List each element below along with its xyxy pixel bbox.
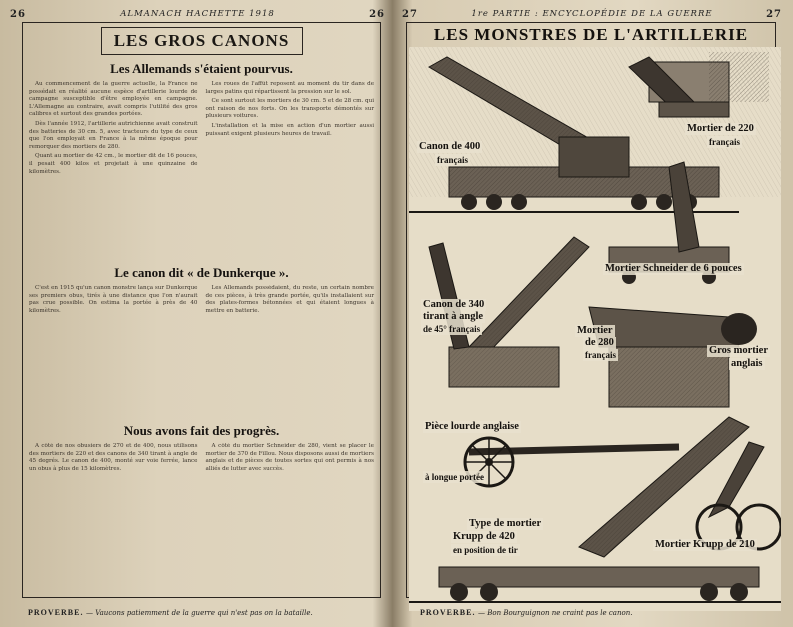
paragraph: A côté du mortier Schneider de 280, vient se placer le mortier de 370 de Fillou. Nous disposons aussi de mortiers anglais et de pièces de toutes sortes qui ont permis à nos alliés de lutter avec succès. <box>205 443 374 472</box>
label-mortier-280-size: de 280 <box>585 337 614 348</box>
label-krupp-210: Mortier Krupp de 210 <box>655 539 755 550</box>
section-1-col-1 <box>29 81 198 259</box>
label-gros-mortier-anglais: anglais <box>731 358 763 369</box>
section-1-columns <box>23 81 380 259</box>
paragraph: Les Allemands possédaient, du reste, un certain nombre de ces pièces, à très grande portée, qu'ils installaient sur des plates-formes bétonnées et qui étaient longues à mettre en batterie. <box>205 285 374 314</box>
right-page-number: 27 <box>402 8 418 20</box>
left-header-title: ALMANACH HACHETTE 1918 <box>120 9 275 19</box>
label-canon-340-angle: de 45° français <box>423 324 481 334</box>
paragraph: C'est en 1915 qu'un canon monstre lança sur Dunkerque ses premiers obus, tirés à une distance que l'on n'aurait pas crue possible. On estima la portée à près de 40 kilomètres. <box>29 285 198 314</box>
left-page-number: 26 <box>10 8 26 20</box>
left-running-header <box>10 6 385 22</box>
label-canon-400: Canon de 400 <box>419 141 481 152</box>
label-krupp-420: Krupp de 420 <box>453 531 515 542</box>
paragraph: Ce sont surtout les mortiers de 30 cm. 5 et de 28 cm. qui ont raison de nos forts. On les transporte démontés sur plusieurs voitures. <box>205 98 374 120</box>
artillery-plate-title: LES MONSTRES DE L'ARTILLERIE <box>433 25 749 44</box>
right-running-header <box>402 6 782 22</box>
paragraph: Quant au mortier de 42 cm., le mortier dit de 16 pouces, il pesait 400 kilos et projetait à une quinzaine de kilomètres. <box>29 153 198 175</box>
right-page-frame <box>406 22 776 598</box>
section-heading-2: Le canon dit « de Dunkerque ». <box>114 265 289 280</box>
proverb-text: — Vaucons patiemment de la guerre qui n'est pas on la bataille. <box>86 609 313 617</box>
right-header-title: 1re PARTIE : ENCYCLOPÉDIE DE LA GUERRE <box>471 9 713 19</box>
label-mortier-280-francais: français <box>585 350 616 360</box>
right-page <box>402 6 782 620</box>
section-2-col-2 <box>206 285 375 417</box>
label-longue-portee: à longue portée <box>425 472 484 482</box>
right-page-number-right: 27 <box>766 8 782 20</box>
label-canon-340: Canon de 340 <box>423 299 485 310</box>
label-canon-340-tirant: tirant à angle <box>423 311 484 322</box>
label-mortier-220: Mortier de 220 <box>687 123 754 134</box>
paragraph: Dès l'année 1912, l'artillerie autrichienne avait construit des batteries de 30 cm. 5, avec tracteurs du type de ceux que l'on employait en France à la même époque pour remorquer des mortiers de 280. <box>29 120 198 150</box>
paragraph: Les roues de l'affût reposent au moment du tir dans de larges patins qui répartissent la pression sur le sol. <box>205 81 374 95</box>
proverb-label: PROVERBE. <box>28 608 84 617</box>
section-2-col-1 <box>29 285 198 417</box>
left-page <box>10 6 385 620</box>
left-proverb <box>28 608 385 617</box>
paragraph: L'installation et la mise en action d'un mortier aussi puissant exigent plusieurs heures de travail. <box>205 122 374 137</box>
label-piece-lourde: Pièce lourde anglaise <box>425 421 519 432</box>
proverb-label: PROVERBE. <box>420 608 476 617</box>
label-canon-400-francais: français <box>437 155 468 165</box>
left-page-frame <box>22 22 381 598</box>
label-krupp-420-type: Type de mortier <box>469 518 542 529</box>
left-page-title: LES GROS CANONS <box>101 27 303 55</box>
paragraph: Au commencement de la guerre actuelle, la France ne possédait en réalité aucune espèce d'artillerie lourde de campagne susceptible d'être employée en campagne. L'Allemagne au contraire, avait compris l'utilité des gros calibres et surtout des grandes portées. <box>29 81 198 118</box>
proverb-text: — Bon Bourguignon ne craint pas le canon. <box>478 609 633 617</box>
left-page-number-right: 26 <box>369 8 385 20</box>
section-1-col-2 <box>206 81 375 259</box>
label-gros-mortier: Gros mortier <box>709 345 768 356</box>
right-proverb <box>420 608 782 617</box>
section-heading-3: Nous avons fait des progrès. <box>123 423 280 438</box>
section-heading-1: Les Allemands s'étaient pourvus. <box>110 61 293 76</box>
section-3-col-1 <box>29 443 198 593</box>
section-2-columns <box>23 285 380 417</box>
section-3-columns <box>23 443 380 593</box>
label-mortier-schneider: Mortier Schneider de 6 pouces <box>605 263 742 274</box>
label-mortier-280: Mortier <box>577 325 613 336</box>
label-mortier-220-francais: français <box>709 137 740 147</box>
paragraph: A côté de nos obusiers de 270 et de 400, nous utilisons des mortiers de 220 et des canons de 340 tirant à angle de 45 degrés. Le canon de 400, monté sur voie ferrée, lance un obus à plus de 15 kilomètres. <box>29 443 198 472</box>
label-krupp-420-position: en position de tir <box>453 545 518 555</box>
section-3-col-2 <box>206 443 375 593</box>
